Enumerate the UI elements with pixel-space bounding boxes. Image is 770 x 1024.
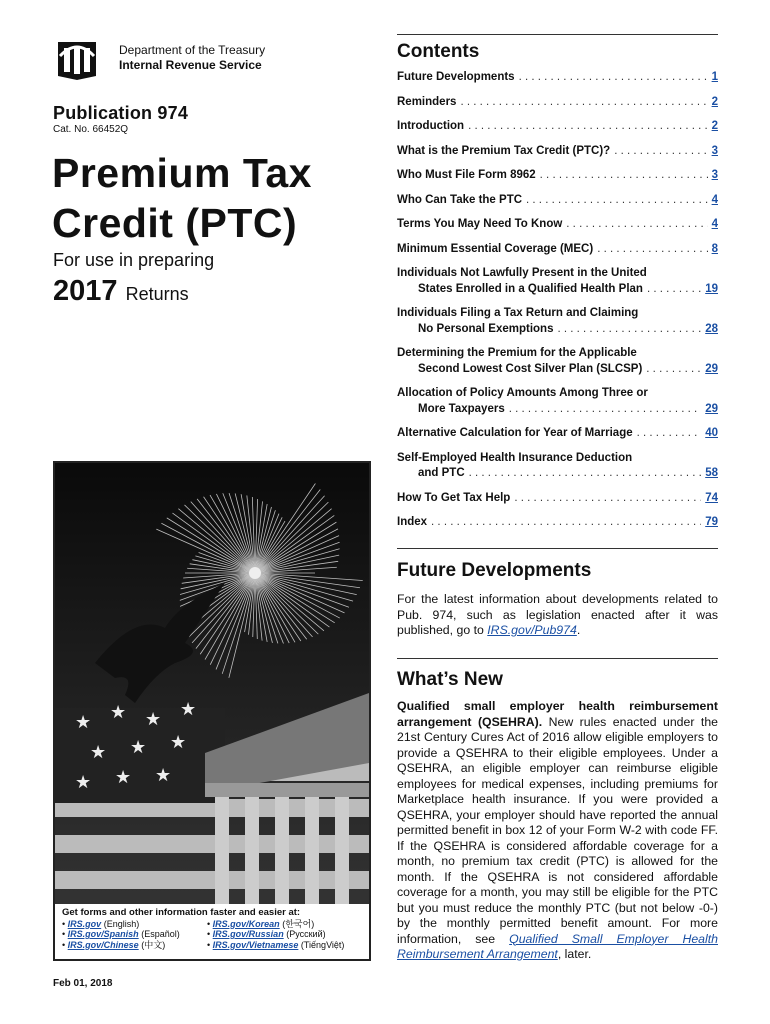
- toc-entry-title: Individuals Filing a Tax Return and Claiming: [397, 307, 639, 319]
- document-title: [52, 148, 312, 248]
- toc-entry-title: Allocation of Policy Amounts Among Three or: [397, 387, 648, 399]
- link-irs-korean[interactable]: IRS.gov/Korean: [212, 918, 280, 929]
- bullet: •: [207, 929, 211, 939]
- leader-dots: [557, 322, 701, 338]
- bullet: •: [207, 918, 211, 929]
- toc-page-link[interactable]: 29: [705, 362, 718, 375]
- leader-dots: [460, 95, 707, 111]
- svg-text:★: ★: [145, 709, 162, 729]
- toc-entry-title: No Personal Exemptions: [418, 322, 554, 335]
- toc-entry-title: Determining the Premium for the Applicable: [397, 347, 637, 359]
- bullet: •: [62, 929, 66, 939]
- toc-entry[interactable]: [397, 266, 718, 297]
- leader-dots: [469, 466, 702, 482]
- svg-text:★: ★: [110, 702, 127, 722]
- link-irs-spanish[interactable]: IRS.gov/Spanish: [67, 929, 139, 939]
- toc-page-link[interactable]: 19: [705, 282, 718, 295]
- agency-name: Internal Revenue Service: [119, 58, 262, 72]
- leader-dots: [509, 402, 701, 418]
- divider: [397, 548, 718, 549]
- toc-page-link[interactable]: 29: [705, 402, 718, 415]
- leader-dots: [614, 144, 707, 160]
- irs-eagle-logo: [52, 36, 102, 82]
- qsehra-lead: Qualified small employer health reimbursement arrangement (QSEHRA).: [397, 699, 718, 729]
- leader-dots: [646, 362, 701, 378]
- lang-label: (中文): [141, 939, 166, 950]
- department-block: [119, 43, 265, 73]
- toc-page-link[interactable]: 58: [705, 467, 718, 479]
- leader-dots: [514, 491, 701, 507]
- toc-page-link[interactable]: 74: [705, 491, 718, 504]
- leader-dots: [597, 242, 707, 258]
- lang-label: (TiếngViệt): [300, 939, 345, 950]
- toc-page-link[interactable]: 3: [711, 169, 718, 181]
- toc-entry[interactable]: [397, 119, 718, 135]
- future-developments-heading: Future Developments: [397, 560, 592, 581]
- leader-dots: [526, 193, 708, 209]
- toc-entry-title: Reminders: [397, 95, 457, 108]
- toc-entry-title: Who Must File Form 8962: [397, 169, 536, 181]
- future-developments-text: [397, 592, 718, 639]
- toc-entry[interactable]: [397, 242, 718, 258]
- toc-entry-title: How To Get Tax Help: [397, 491, 511, 504]
- for-use-text: For use in preparing: [53, 250, 215, 270]
- leader-dots: [566, 217, 707, 233]
- svg-text:★: ★: [180, 699, 197, 719]
- svg-text:★: ★: [75, 772, 92, 792]
- link-irs-gov[interactable]: IRS.gov: [67, 918, 102, 929]
- toc-entry[interactable]: [397, 515, 718, 531]
- svg-text:★: ★: [90, 742, 107, 762]
- bullet: •: [62, 918, 66, 929]
- toc-page-link[interactable]: 2: [711, 95, 718, 108]
- toc-entry[interactable]: [397, 193, 718, 209]
- department-name: Department of the Treasury: [119, 43, 266, 57]
- leader-dots: [647, 282, 701, 298]
- bullet: •: [207, 939, 211, 950]
- leader-dots: [431, 515, 701, 531]
- future-body: For the latest information about developments related to Pub. 974, such as legislation enacted after it was published, go to: [397, 592, 718, 637]
- leader-dots: [519, 70, 708, 86]
- lang-label: (Español): [141, 929, 180, 939]
- toc-page-link[interactable]: 40: [705, 427, 718, 439]
- toc-entry-title: What is the Premium Tax Credit (PTC)?: [397, 144, 611, 157]
- svg-text:★: ★: [130, 737, 147, 757]
- whats-new-text: [397, 699, 718, 963]
- link-pub974[interactable]: IRS.gov/Pub974: [487, 623, 577, 637]
- publication-number: Publication 974: [53, 103, 189, 123]
- toc-entry-title: Alternative Calculation for Year of Marriage: [397, 427, 633, 439]
- toc-page-link[interactable]: 28: [705, 322, 718, 335]
- whats-new-heading: What’s New: [397, 669, 503, 690]
- link-qsehra[interactable]: Qualified Small Employer Health Reimbursement Arrangement: [397, 931, 718, 961]
- toc-entry-title: More Taxpayers: [418, 402, 505, 415]
- bullet: •: [62, 939, 66, 950]
- leader-dots: [637, 426, 702, 442]
- toc-entry[interactable]: [397, 451, 718, 482]
- punct: , later.: [557, 947, 592, 961]
- svg-text:★: ★: [75, 712, 92, 732]
- toc-entry-title: Index: [397, 516, 428, 528]
- toc-entry-title: Terms You May Need To Know: [397, 218, 563, 230]
- lang-label: (Русский): [286, 929, 326, 939]
- toc-page-link[interactable]: 4: [711, 193, 718, 206]
- returns-label: Returns: [125, 284, 189, 304]
- get-forms-heading: Get forms and other information faster and easier at:: [62, 907, 301, 918]
- toc-page-link[interactable]: 1: [711, 71, 718, 83]
- revision-date: Feb 01, 2018: [53, 978, 113, 989]
- toc-entry-title: Self-Employed Health Insurance Deduction: [397, 451, 633, 464]
- toc-entry[interactable]: [397, 426, 718, 442]
- leader-dots: [468, 119, 708, 135]
- toc-entry-title: Future Developments: [397, 71, 515, 83]
- punct: .: [576, 623, 581, 637]
- table-of-contents: [397, 70, 718, 531]
- toc-entry-title: Minimum Essential Coverage (MEC): [397, 242, 594, 255]
- lang-label: (한국어): [282, 918, 315, 929]
- link-irs-vietnamese[interactable]: IRS.gov/Vietnamese: [212, 939, 299, 950]
- lang-label: (English): [103, 918, 140, 929]
- toc-entry[interactable]: [397, 491, 718, 507]
- toc-entry-title: States Enrolled in a Qualified Health Plan: [418, 282, 643, 295]
- toc-entry[interactable]: [397, 168, 718, 184]
- toc-page-link[interactable]: 79: [705, 516, 718, 528]
- toc-entry[interactable]: [397, 306, 718, 337]
- toc-page-link[interactable]: 2: [711, 120, 718, 132]
- catalog-number: Cat. No. 66452Q: [53, 124, 129, 135]
- year-number: 2017: [53, 275, 118, 307]
- toc-entry[interactable]: [397, 346, 718, 377]
- divider: [397, 658, 718, 659]
- toc-page-link[interactable]: 3: [711, 144, 718, 157]
- whats-new-body: New rules enacted under the 21st Century Cures Act of 2016 allow eligible employers to provide a QSEHRA to their eligible employees. Under a QSEHRA, an eligible employer can reimburse eligible employees for medical expenses, including premiums for Marketplace health insurance. If you were provided a QSEHRA, your employer should have reported the annual permitted benefit in box 12 of your Form W-2 with code FF. If the QSEHRA is considered affordable coverage for a month, no premium tax credit (PTC) is allowed for the month. If the QSEHRA is not considered affordable coverage for a month, you may still be eligible for the PTC but you must reduce the monthly PTC (but not below -0-) by the monthly permitted benefit amount. For more information, see: [397, 714, 718, 946]
- title-line-2: Credit (PTC): [52, 200, 298, 246]
- fireworks-flag-courthouse-image: [55, 463, 369, 908]
- toc-entry-title: Who Can Take the PTC: [397, 193, 523, 206]
- link-irs-russian[interactable]: IRS.gov/Russian: [212, 929, 284, 939]
- toc-entry[interactable]: [397, 217, 718, 233]
- svg-text:★: ★: [155, 765, 172, 785]
- divider: [397, 34, 718, 35]
- svg-text:★: ★: [115, 767, 132, 787]
- toc-entry[interactable]: [397, 70, 718, 86]
- tax-year: [53, 275, 189, 308]
- toc-entry[interactable]: [397, 95, 718, 111]
- get-forms-box: [55, 904, 369, 961]
- leader-dots: [540, 168, 708, 184]
- toc-entry-title: Second Lowest Cost Silver Plan (SLCSP): [418, 362, 643, 375]
- toc-entry[interactable]: [397, 144, 718, 160]
- title-line-1: Premium Tax: [52, 150, 312, 196]
- contents-heading: Contents: [397, 41, 480, 62]
- toc-entry-title: Individuals Not Lawfully Present in the United: [397, 267, 647, 279]
- toc-entry-title: and PTC: [418, 467, 465, 479]
- toc-entry[interactable]: [397, 386, 718, 417]
- link-irs-chinese[interactable]: IRS.gov/Chinese: [67, 939, 139, 950]
- svg-text:★: ★: [170, 732, 187, 752]
- toc-page-link[interactable]: 8: [711, 242, 718, 255]
- toc-entry-title: Introduction: [397, 120, 465, 132]
- toc-page-link[interactable]: 4: [711, 218, 718, 230]
- cover-illustration: [53, 461, 371, 961]
